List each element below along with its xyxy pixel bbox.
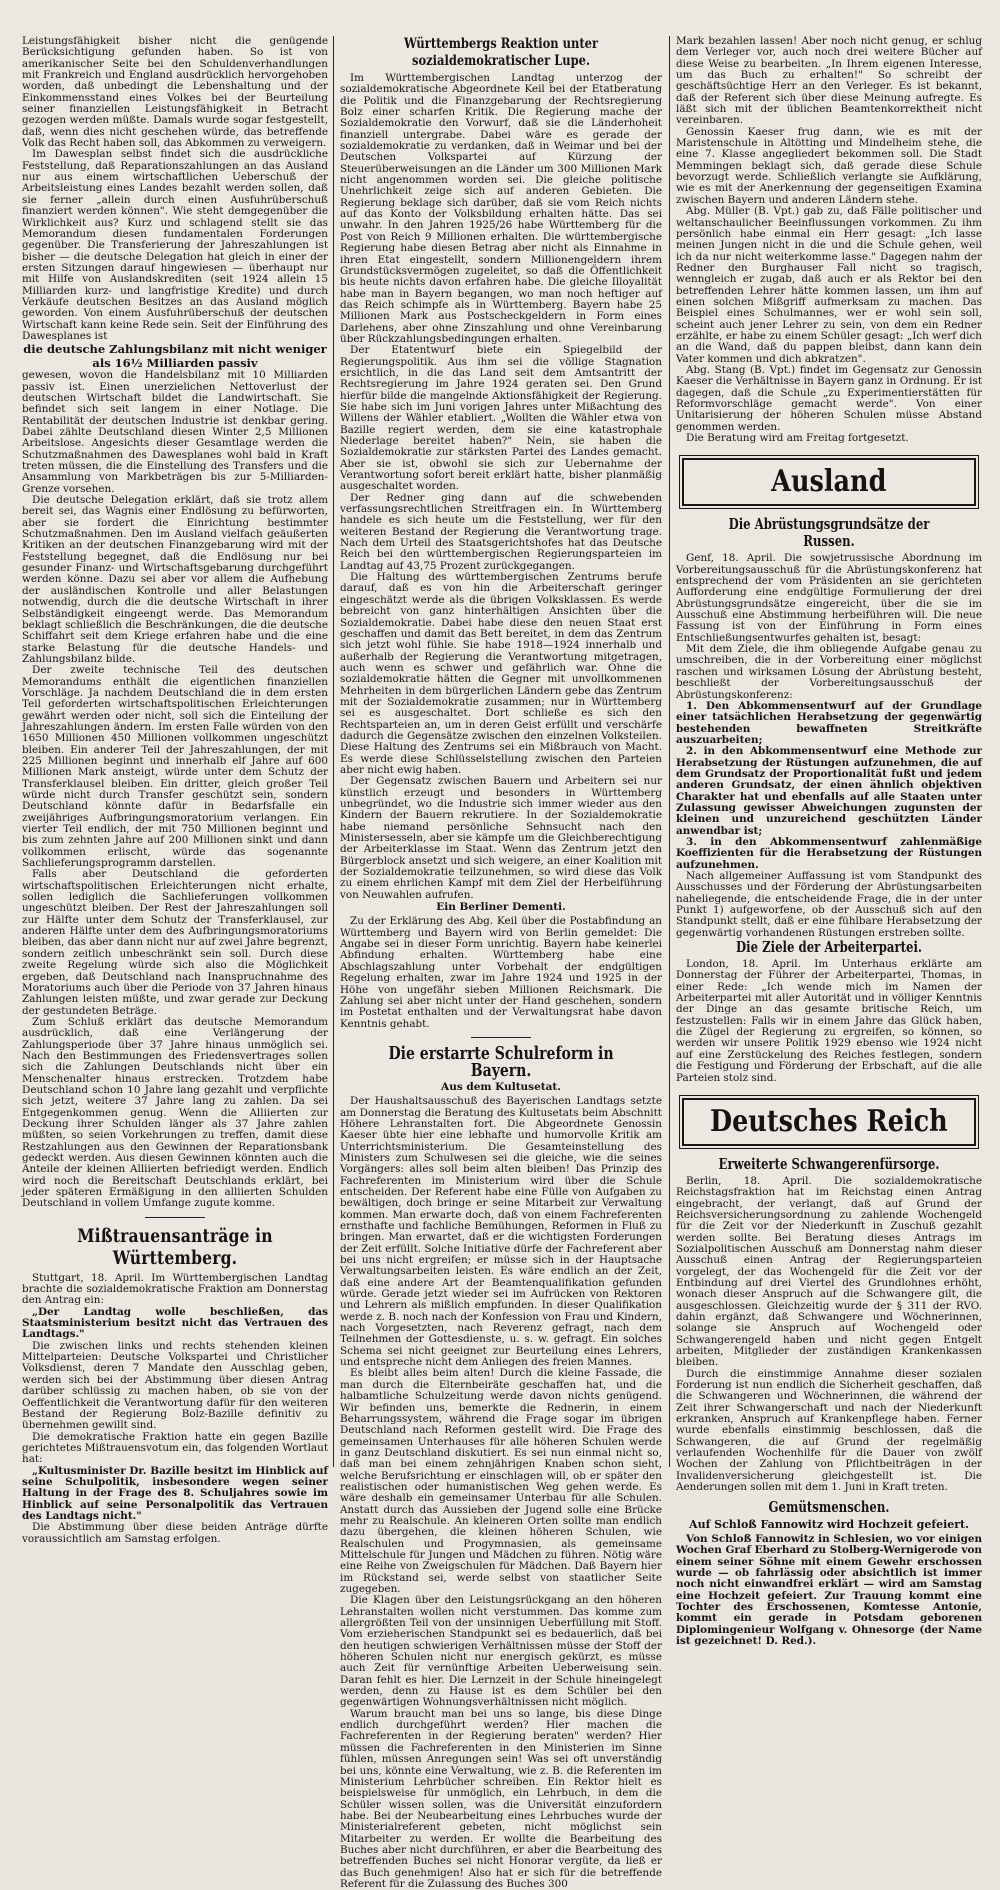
subheadline-hochzeit: Auf Schloß Fannowitz wird Hochzeit gefeiert. [689, 1518, 969, 1532]
article-paragraph: gewesen, wovon die Handelsbilanz mit 10 Milliarden passiv ist. Einen unerzielichen Nettoverlust der deutschen Wirtschaft bildet die Landwirtschaft. Sie befindet sich seit langem in einer Notlage. Die Rentabilität der deutschen Industrie ist denkbar gering. Dabei zählte Deutschland diesen Winter 2,5 Millionen Arbeitslose. Angesichts dieser Gesamtlage werden die Schutzmaßnahmen des Dawesplanes wohl bald in Kraft treten müssen, die die Einstellung des Transfers und die Ansammlung von Markbeträgen bis zur 5-Milliarden-Grenze vorsehen. [22, 369, 328, 495]
headline-schulreform: Die erstarrte Schulreform in Bayern. [388, 1042, 614, 1081]
article-paragraph: Warum braucht man bei uns so lange, bis diese Dinge endlich durchgeführt werden? Hier machen die Fachreferenten in der Regierung beraten" werden? Hier müssen die Fachreferenten in den Ministerien im Sinne fühlen, müssen Anregungen sein! Was sei oft unverständig bei uns, könnte eine Verwaltung, wie z. B. die Referenten im Ministerium Lehrbücher schreiben. Ein Rektor hielt es beispielsweise für unmöglich, ein Lehrbuch, in dem die Schüler wissen sollen, was die Universität einzufordern habe. Bei der Neubearbeitung eines Lehrbuches wurde der Ministerialreferent gebeten, nicht möglichst sein Mitarbeiter zu werden. Er wollte die Bearbeitung des Buches aber nicht durchführen, er aber die Bearbeitung des betreffenden Buches sei nicht Honorar vergüte, da ließ er das Buch genehmigen! Also hat er sich für die betreffende Referent für die Zulassung des Buches 300 [340, 1707, 662, 1890]
separator [471, 1037, 531, 1038]
headline-arbeiterpartei: Die Ziele der Arbeiterpartei. [736, 938, 922, 957]
article-paragraph: Der Haushaltsausschuß des Bayerischen Landtags setzte am Donnerstag die Beratung des Kultusetats beim Abschnitt Höhere Lehranstalten fort. Die Abgeordnete Genossin Kaeser übte hier eine lebhafte und humorvolle Kritik am Unterrichtsministerium. Die Gesamteinstellung des Ministers zum Schulwesen sei die gleiche, wie die seines Vorgängers: alles soll beim alten bleiben! Das Prinzip des Fachreferenten im Ministerium wird über die Schule entscheiden. Der Referent habe eine Fülle von Aufgaben zu bewältigen, doch bringe er seine Mitarbeit zur Verwaltung kommen. Man erwarte doch, daß von einem Fachreferenten ernsthafte und fachliche Bemühungen, Reformen in Fluß zu bringen. Man erwartet, daß er die wichtigsten Forderungen der Zeit erfüllt. Solche Initiative dürfe der Fachreferent aber bei uns nicht ergreifen; er müsse sich in der Hauptsache Verwaltungsarbeiten leisten. Es wäre endlich an der Zeit, daß eine andere Art der Beamtenqualifikation gefunden würde. Gerade jetzt wieder sei im Aufrücken von Rektoren und Lehrern als mißlich empfunden. In dieser Qualifikation werde z. B. noch nach der Konfession von Frau und Kindern, nach Vorgesetzten, nach Reverenz gefragt, nach dem Teilnehmen der Gottesdienste, u. s. w. gefragt. Ein solches Schema sei nicht geeignet zur Beurteilung eines Lehrers, und entspreche nicht dem Anliegen des freien Mannes. [340, 1095, 662, 1369]
article-paragraph: Die demokratische Fraktion hatte ein gegen Bazille gerichtetes Mißtrauensvotum ein, das folgenden Wortlaut hat: [22, 1430, 328, 1466]
article-paragraph: Die Haltung des württembergischen Zentrums berufe darauf, daß es von hin die Arbeiterschaft geringer eingeschätzt werde als die übrigen Volksklassen. Es werde bebreicht von ganz hinterhältigen Ansichten über die Sozialdemokratie. Dabei habe diese den neuen Staat erst geschaffen und damit das Bett bereitet, in dem das Zentrum sich jetzt wohl fühle. Sie habe 1918—1924 innerhalb und außerhalb der Regierung die Verantwortung mitgetragen, auch wenn es schwer und gefährlich war. Ohne die sozialdemokratie hätten die Gegner mit unvollkommenen Mehrheiten in dem bürgerlichen Ländern gebe das Zentrum mit der Sozialdemokratie zusammen; nur in Württemberg sei es ausgeschaltet. Dort schließe es sich den Rechtsparteien an, um in deren Geist erfüllt und verschärfe dadurch die Gegensätze zwischen den einzelnen Volksteilen. Diese Haltung des Zentrums sei ein Mißbrauch von Macht. Es werde diese Schlüsselstellung zwischen den Parteien aber nicht ewig haben. [340, 571, 662, 776]
article-paragraph: London, 18. April. Im Unterhaus erklärte am Donnerstag der Führer der Arbeiterpartei, Thomas, in einer Rede: „Ich wende mich im Namen der Arbeiterpartei mit aller Autorität und in völliger Kenntnis der Dinge an das gesamte britische Reich, um festzustellen: Falls wir in einem Jahre das Glück haben, die Zügel der Regierung zu ergreifen, so können, so werden wir unsere Politik 1929 ebenso wie 1924 nicht auf eine Zerstückelung des Reiches festlegen, sondern die Festigung und Förderung der Erbschaft, auf die alle Parteien stolz sind. [676, 958, 982, 1084]
headline-schwangerenfuersorge: Erweiterte Schwangerenfürsorge. [718, 1154, 940, 1173]
article-paragraph: Leistungsfähigkeit bisher nicht die genügende Berücksichtigung gefunden haben. So ist von amerikanischer Seite bei den Schuldenverhandlungen mit Frankreich und England ausdrücklich hervorgehoben worden, daß unbedingt die Lebenshaltung und der Einkommensstand eines Volkes bei der Beurteilung seiner finanziellen Leistungsfähigkeit in Betracht gezogen werden müßte. Damals wurde sogar festgestellt, daß, wenn dies nicht geschehen würde, das betreffende Volk das Recht haben soll, das Abkommen zu verweigern. [22, 35, 328, 150]
headline-gemuetsmenschen: Gemütsmenschen. [768, 1498, 890, 1517]
article-paragraph: Falls aber Deutschland die geforderten wirtschaftspolitischen Erleichterungen nicht erhalte, sollen lediglich die Sachlieferungen vollkommen ungeschützt bleiben. Der Rest der Jahreszahlungen soll zur Hälfte unter dem Schutz der Transferklausel, zur anderen Hälfte unter dem des Aufbringungsmoratoriums bleiben, das aber dann nicht nur auf zwei Jahre begrenzt, sondern zeitlich unbeschränkt sein soll. Durch diese zweite Regelung würde sich also die Möglichkeit ergeben, daß Deutschland nach Inanspruchnahme des Moratoriums auch über die Periode von 37 Jahren hinaus Zahlungen leisten müßte, und zwar gerade zur Deckung der gestundeten Beträge. [22, 868, 328, 1017]
separator [145, 1217, 205, 1218]
article-paragraph: Nach allgemeiner Auffassung ist vom Standpunkt des Ausschusses und der Förderung der Abrüstungsarbeiten naheliegende, die entscheidende Frage, die in der unter Punkt 1) aufgeworfene, ob der Ausschuß sich auf den Standpunkt stellt, daß er eine fühlbare Herabsetzung der gegenwärtig vorhandenen Rüstungen erstreben sollte. [676, 870, 982, 939]
article-paragraph: Der zweite technische Teil des deutschen Memorandums enthält die eigentlichen finanziellen Vorschläge. Ja nachdem Deutschland die in dem ersten Teil geforderten wirtschaftspolitischen Erleichterungen gewährt werden oder nicht, soll sich die Einteilung der Jahreszahlungen ändern. Im ersten Falle würden von den 1650 Millionen 450 Millionen vollkommen ungeschützt bleiben. Ein anderer Teil der Jahreszahlungen, der mit 225 Millionen beginnt und innerhalb elf Jahre auf 600 Millionen Mark ansteigt, würde unter dem Schutz der Transferklausel bleiben. Ein dritter, gleich großer Teil würde nicht durch Transfer geschützt sein, sondern Deutschland könnte dafür in Bedarfsfalle ein zweijähriges Aufbringungsmoratorium verlangen. Ein vierter Teil endlich, der mit 750 Millionen beginnt und bis zum zehnten Jahre auf 200 Millionen sinkt und dann vollkommen erlischt, würde das sogenannte Sachlieferungsprogramm darstellen. [22, 664, 328, 870]
article-paragraph: Die deutsche Delegation erklärt, daß sie trotz allem bereit sei, das Wagnis einer Endlösung zu befürworten, aber sie fordert die Einrichtung bestimmter Schutzmaßnahmen. Den im Ausland vielfach geäußerten Kritiken an der deutschen Finanzgebarung wird mit der Feststellung begegnet, daß die Endlösung nur bei gesunder Finanz- und Wirtschaftsgebarung durchgeführt werden könne. Dazu sei aber vor allem die Aufhebung der ausländischen Kontrolle und aller Belastungen notwendig, durch die die deutsche Wirtschaft in ihrer Selbständigkeit eingeengt werde. Das Memorandum beklagt schließlich die Beschränkungen, die die deutsche Schiffahrt seit dem Kriege erfahren habe und die eine starke Belastung für die deutsche Handels- und Zahlungsbilanz bilde. [22, 494, 328, 665]
article-paragraph: Die Klagen über den Leistungsrückgang an den höheren Lehranstalten wollen nicht verstummen. Das komme zum allergrößten Teil von der unsinnigen Ueberfüllung mit Stoff. Vom erzieherischen Standpunkt sei es bedauerlich, daß bei den heutigen schwierigen Verhältnissen müsse der Stoff der höheren Schulen nicht nur energisch gekürzt, es müsse auch Zeit für vernünftige Arbeiten Ueberweisung sein. Daran fehlt es hier. Die Lernzeit in der Schule hineingelegt werden, denn zu Hause ist es dem Schüler bei den gegenwärtigen Wohnungsverhältnissen nicht möglich. [340, 1594, 662, 1709]
column-3 [676, 35, 982, 1647]
article-paragraph: Genf, 18. April. Die sowjetrussische Abordnung im Vorbereitungsausschuß für die Abrüstungskonferenz hat entsprechend der vom Präsidenten an sie gerichteten Aufforderung eine endgültige Formulierung der drei Abrüstungsgrundsätze eingereicht, über die sie im Ausschuß eine Abstimmung herbeiführen will. Die neue Fassung ist von der Einführung in Form eines Entschließungsentwurfes gehalten ist, besagt: [676, 552, 982, 644]
article-paragraph: „Der Landtag wolle beschließen, das Staatsministerium besitzt nicht das Vertrauen des Landtags." [22, 1305, 328, 1341]
highlight-line: die deutsche Zahlungsbilanz mit nicht weniger als 16½ Milliarden passiv [23, 342, 327, 371]
article-paragraph: Durch die einstimmige Annahme dieser sozialen Forderung ist nun endlich die Sicherheit geschaffen, daß die Schwangeren und Wöchnerinnen, die während der Zeit ihrer Schwangerschaft und nach der Niederkunft erkranken, Anspruch auf Krankenpflege haben. Ferner wurde ebenfalls einstimmig beschlossen, daß die Schwangeren, die auf Grund der regelmäßig verlaufenden Wochenhilfe für die Dauer von zwölf Wochen der Zahlung von Pflichtbeiträgen in der Invalidenversicherung gleichgestellt ist. Die Aenderungen sollen mit dem 1. Juni in Kraft treten. [676, 1367, 982, 1494]
article-paragraph: 1. Den Abkommensentwurf auf der Grundlage einer tatsächlichen Herabsetzung der gegenwärtig bestehenden bewaffneten Streitkräfte auszuarbeiten; [676, 699, 982, 746]
headline-misstrauen: Mißtrauensanträge in Württemberg. [77, 1224, 273, 1269]
article-paragraph: Mark bezahlen lassen! Aber noch nicht genug, er schlug dem Verleger vor, auch noch drei weitere Bücher auf diese Weise zu bearbeiten. „In Ihrem eigenen Interesse, um das Buch zu erhalten!" So schreibt der geschäftsüchtige Herr an den Verleger. Es ist bekannt, daß der Referent sich über diese Meinung aufregte. Es läßt sich mit der üblichen Beamtenkorrektheit nicht vereinbaren. [676, 35, 982, 127]
headline-abruestung: Die Abrüstungsgrundsätze der Russen. [728, 515, 930, 551]
article-paragraph: Der Etatentwurf biete ein Spiegelbild der Regierungspolitik. Aus ihm sei die völlige Stagnation ersichtlich, in die das Land seit dem Amtsantritt der Rechtsregierung im Jahre 1924 geraten sei. Den Grund hierfür bilde die mangelnde Aktionsfähigkeit der Regierung. Sie habe sich im Juni vorigen Jahres unter Mißachtung des Willens der Wähler etabliert. „Wollten die Wähler etwa von Bazille regiert werden, dem sie eine katastrophale Niederlage bereitet haben?" Nein, sie haben die Sozialdemokratie zur stärksten Partei des Landes gemacht. Aber sie ist, obwohl sie sich zur Uebernahme der Verantwortung sofort bereit erklärt hatte, bisher planmäßig ausgeschaltet worden. [340, 344, 662, 493]
article-paragraph: Stuttgart, 18. April. Im Württembergischen Landtag brachte die sozialdemokratische Fraktion am Donnerstag den Antrag ein: [22, 1271, 328, 1307]
column-divider [333, 36, 334, 1467]
article-paragraph: Die Beratung wird am Freitag fortgesetzt. [686, 432, 909, 445]
headline-wuerttemberg-reaktion: Württembergs Reaktion unter sozialdemokratischer Lupe. [403, 36, 598, 69]
article-paragraph: Abg. Müller (B. Vpt.) gab zu, daß Fälle politischer und weltanschaulicher Beeinflussungen vorkommen. Zu ihm persönlich habe einmal ein Herr gesagt: „Ich lasse meinen Jungen nicht in die und die Schule gehen, weil ich da nur nicht weiterkomme lasse." Dagegen nahm der Redner den Burghauser Fall nicht so tragisch, wenngleich er zugab, daß auch er als Rektor bei den betreffenden Lehrer hätte kommen lassen, um ihm auf einen solchen Mißgriff aufmerksam zu machen. Das Beispiel eines Schulmannes, wer er wohl sein soll, scheint auch jener Lehrer zu sein, von dem ein Redner erzählte, er habe zu einem Schüler gesagt: „Ich werf dich an die Wand, daß du pappen bleibst, dann kann dein Vater kommen und dich abkratzen". [676, 205, 982, 365]
column-divider [669, 36, 670, 1467]
article-paragraph: Der Gegensatz zwischen Bauern und Arbeitern sei nur künstlich erzeugt und besonders in Württemberg unbegründet, wo die Industrie sich immer wieder aus den Kindern der Bauern rekrutiere. In der Sozialdemokratie habe niemand persönliche Sehnsucht nach den Ministersesseln, aber sie kämpfe um die Gleichberechtigung der Arbeiterklasse im Staat. Wenn das Zentrum jetzt den Bürgerblock ansetzt und sich weigere, an einer Koalition mit der Sozialdemokratie teilzunehmen, so wird diese das Volk zu einem ehrlichen Kampf mit dem Ziel der Herbeiführung von Neuwahlen aufrufen. [340, 775, 662, 901]
article-paragraph: „Kultusminister Dr. Bazille besitzt im Hinblick auf seine Schulpolitik, insbesondere wegen seiner Haltung in der Frage des 8. Schuljahres sowie im Hinblick auf seine Personalpolitik das Vertrauen des Landtags nicht." [22, 1464, 328, 1522]
article-paragraph: Im Dawesplan selbst findet sich die ausdrückliche Feststellung, daß Reparationszahlungen an das Ausland nur aus einem wirtschaftlichen Ueberschuß der Arbeitsleistung eines Landes bezahlt werden sollen, daß sie ferner „allein durch einen Ausfuhrüberschuß finanziert werden können". Wie steht demgegenüber die Wirklichkeit aus? Kurz und schlagend stellt sie das Memorandum diesen fundamentalen Forderungen gegenüber. Die Transferierung der Jahreszahlungen ist bisher — die deutsche Delegation hat gleich in einer der ersten Sitzungen darauf hingewiesen — überhaupt nur mit Hilfe von Auslandskrediten (seit 1924 allein 15 Milliarden kurz- und langfristige Kredite) und durch Verkäufe deutschen Besitzes an das Ausland möglich geworden. Von einem Ausfuhrüberschuß der deutschen Wirtschaft kann keine Rede sein. Seit der Einführung des Dawesplanes ist [22, 148, 328, 342]
article-paragraph: Die zwischen links und rechts stehenden kleinen Mittelparteien: Deutsche Volkspartei und Christlicher Volksdienst, deren 7 Mandate den Ausschlag geben, werden sich bei der Abstimmung über diesen Antrag darüber schlüssig zu machen haben, ob sie von der Oeffentlichkeit die Verantwortung dafür für den weiteren Bestand der Regierung Bolz-Bazille definitiv zu übernehmen gewillt sind. [22, 1339, 328, 1432]
article-paragraph: Der Redner ging dann auf die schwebenden verfassungsrechtlichen Streitfragen ein. In Württemberg handele es sich heute um die Feststellung, wer für den weiteren Bestand der Regierung die Verantwortung trage. Nach dem Urteil des Staatsgerichtshofes hat das Deutsche Reich bei den württembergischen Regierungsparteien im Landtag auf 43,75 Prozent zurückgegangen. [340, 491, 662, 572]
article-paragraph: Berlin, 18. April. Die sozialdemokratische Reichstagsfraktion hat im Reichstag einen Antrag eingebracht, der verlangt, daß auf Grund der Reichsversicherungsordnung zu zahlende Wochengeld für die Zeit vor der Niederkunft in Zuschuß gezahlt werden sollte. Bei Beratung dieses Antrags im Sozialpolitischen Ausschuß am Donnerstag nahm dieser Ausschuß einen Antrag der Regierungsparteien vorgelegt, der das Wochengeld für die Zeit vor der Entbindung auf drei Viertel des Grundlohnes erhöht, wonach dieser Anspruch auf die Schwangere gilt, die ausgeschlossen. Gleichzeitig wurde der § 311 der RVO. dahin ergänzt, daß Schwangere und Wöchnerinnen, solange sie Anspruch auf Wochengeld oder Schwangerengeld haben und nicht gegen Entgelt arbeiten, Mitglieder der zuständigen Krankenkassen bleiben. [676, 1174, 982, 1369]
article-paragraph: Abg. Stang (B. Vpt.) findet im Gegensatz zur Genossin Kaeser die Verhältnisse in Bayern ganz in Ordnung. Er ist dagegen, daß die Schule „zu Experimentierstätten für Reformvorschläge gemacht werde". Von einer Unitarisierung der höheren Schulen müsse Abstand genommen werden. [676, 363, 982, 433]
subheadline-kultusetat: Aus dem Kultusetat. [441, 1080, 561, 1093]
article-paragraph: Es bleibt alles beim alten! Durch die kleine Fassade, die man durch die Elternbeiräte geschaffen hat, und die halbamtliche Schulzeitung werde davon nichts genügend. Wir befinden uns, bemerkte die Rednerin, in einem Beharrungssystem, während die Frage sogar im übrigen Deutschland nach Reformen gestellt wird. Die Frage des gemeinsamen Unterhauses für alle höheren Schulen werde in ganz Deutschland diskutiert. Es sei nun einmal nicht so, daß man bei einem zehnjährigen Knaben schon sieht, welche Berufsrichtung er einschlagen will, ob er später den realistischen oder humanistischen Weg gehen werde. Es wäre deshalb ein gemeinsamer Unterbau für alle Schulen. Anstatt durch das Aussieben der Jugend solle eine Brücke mehr zu Realschule. An kleineren Orten sollte man endlich dazu übergehen, die kleinen höheren Schulen, wie Realschulen und Progymnasien, als gemeinsame Mittelschule für Jungen und Mädchen zu führen. Nötig wäre eine Reihe von Zweigschulen für Mädchen. Daß Bayern hier im Rückstand sei, werde selbst von staatlicher Seite zugegeben. [340, 1367, 662, 1595]
article-paragraph: 2. in den Abkommensentwurf eine Methode zur Herabsetzung der Rüstungen aufzunehmen, die auf dem Grundsatz der Proportionalität fußt und jedem anderen Grundsatz, der einen ähnlich objektiven Charakter hat und ebenfalls auf alle Staaten unter Zulassung gewisser Abweichungen zugunsten der kleinen und unzureichend geschützten Länder anwendbar ist; [676, 745, 982, 837]
article-paragraph: Genossin Kaeser frug dann, wie es mit der Maristenschule in Altötting und Mindelheim stehe, die eine 7. Klasse angegliedert bekommen soll. Die Stadt Memmingen beklagt sich, daß gerade diese Schule bevorzugt werde. Schließlich verlangte sie Aufklärung, wie es mit der Anerkennung der gegenseitigen Examina zwischen Bayern und anderen Ländern stehe. [676, 125, 982, 206]
article-paragraph: Von Schloß Fannowitz in Schlesien, wo vor einigen Wochen Graf Eberhard zu Stolberg-Wernigerode von einem seiner Söhne mit einem Gewehr erschossen wurde — ob fahrlässig oder absichtlich ist immer noch nicht einwandfrei erklärt — wird am Samstag eine Hochzeit gefeiert. Zur Trauung kommt eine Tochter des Erschossenen, Komtesse Antonie, kommt ein gerade in Potsdam geborenen Diplomingenieur Wolfgang v. Ohnesorge (der Name ist gezeichnet! D. Red.). [676, 1532, 982, 1647]
article-paragraph: Zum Schluß erklärt das deutsche Memorandum ausdrücklich, daß eine Verlängerung der Zahlungsperiode über 37 Jahre hinaus unmöglich sei. Nach den Bestimmungen des Friedensvertrages sollen sich die Zahlungen Deutschlands nicht über ein Menschenalter hinaus erstrecken. Trotzdem habe Deutschland schon 10 Jahre lang gezahlt und verpflichte sich jetzt, weitere 37 Jahre lang zu zahlen. Da sei Entgegenkommen genug. Wenn die Alliierten zur Deckung ihrer Schulden länger als 37 Jahre zahlen müßten, so seien Vorkehrungen zu treffen, damit diese Restzahlungen aus den Gewinnen der Reparationsbank gedeckt werden. Aus diesen Gewinnen könnten auch die Anteile der kleinen Alliierten befriedigt werden. Endlich wird noch die Bereitschaft Deutschlands erklärt, bei jeder späteren Ermäßigung in den alliierten Schulden Deutschland in vollem Umfange zugute komme. [22, 1015, 328, 1210]
article-paragraph: 3. in den Abkommensentwurf zahlenmäßige Koeffizienten für die Herabsetzung der Rüstungen aufzunehmen. [676, 835, 982, 871]
subheadline-dementi: Ein Berliner Dementi. [436, 901, 566, 914]
column-1 [22, 35, 328, 1545]
article-paragraph: Die Abstimmung über diese beiden Anträge dürfte voraussichtlich am Samstag erfolgen. [22, 1521, 328, 1545]
article-paragraph: Mit dem Ziele, die ihm obliegende Aufgabe genau zu umschreiben, die in der Vorbereitung einer möglichst raschen und wirksamen Lösung der Abrüstung besteht, beschließt der Vorbereitungsausschuß der Abrüstungskonferenz: [676, 643, 982, 701]
section-header-ausland: Ausland [682, 458, 976, 506]
article-paragraph: Im Württembergischen Landtag unterzog der sozialdemokratische Abgeordnete Keil bei der Etatberatung die Politik und die Finanzgebarung der Rechtsregierung Bolz einer scharfen Kritik. Die Regierung mache der Sozialdemokratie den Vorwurf, daß sie die Länderhoheit finanziell untergrabe. Dabei wäre es gerade der sozialdemokratie zu verdanken, daß in Weimar und bei der Deutschen Volkspartei auf Kürzung der Steuerüberweisungen an die Länder um 300 Millionen Mark nicht angenommen worden sei. Die gleiche politische Unehrlichkeit zeige sich auf anderen Gebieten. Die Regierung beklage sich darüber, daß sie vom Reich nichts auf das Konto der Volksbildung erhalten hätte. Das sei unwahr. In den Jahren 1925/26 habe Württemberg für die Post von Reich 9 Millionen erhalten. Die württembergische Regierung habe diesen Betrag aber nicht als Einnahme in ihren Etat eingestellt, sondern Millionengeldern ihrem Grundstücksvermögen zugeleitet, so daß die Öffentlichkeit bis heute nichts davon erfahren habe. Die gleiche Illoyalität habe man in Bayern begangen, wo man noch heftiger auf das Reich schimpfe als in Württemberg. Bayern habe 25 Millionen Mark aus Postscheckgeldern in Form eines Darlehens, aber ohne Zinszahlung und ohne Vereinbarung über Rückzahlungsbedingungen erhalten. [340, 72, 662, 345]
article-paragraph: Zu der Erklärung des Abg. Keil über die Postabfindung an Württemberg und Bayern wird von Berlin gemeldet: Die Angabe sei in dieser Form unrichtig. Bayern habe keinerlei Abfindung erhalten. Württemberg habe eine Abschlagszahlung unter Vorbehalt der endgültigen Regelung erhalten, zwar im Jahre 1924 und 1925 in der Höhe von ungefähr sieben Millionen Reichsmark. Die Zahlung sei aber nicht unter der Hand geschehen, sondern im Postetat enthalten und der Verwaltungsrat habe davon Kenntnis gehabt. [340, 915, 662, 1030]
column-2 [340, 36, 662, 1890]
section-header-deutsches-reich: Deutsches Reich [682, 1098, 976, 1146]
